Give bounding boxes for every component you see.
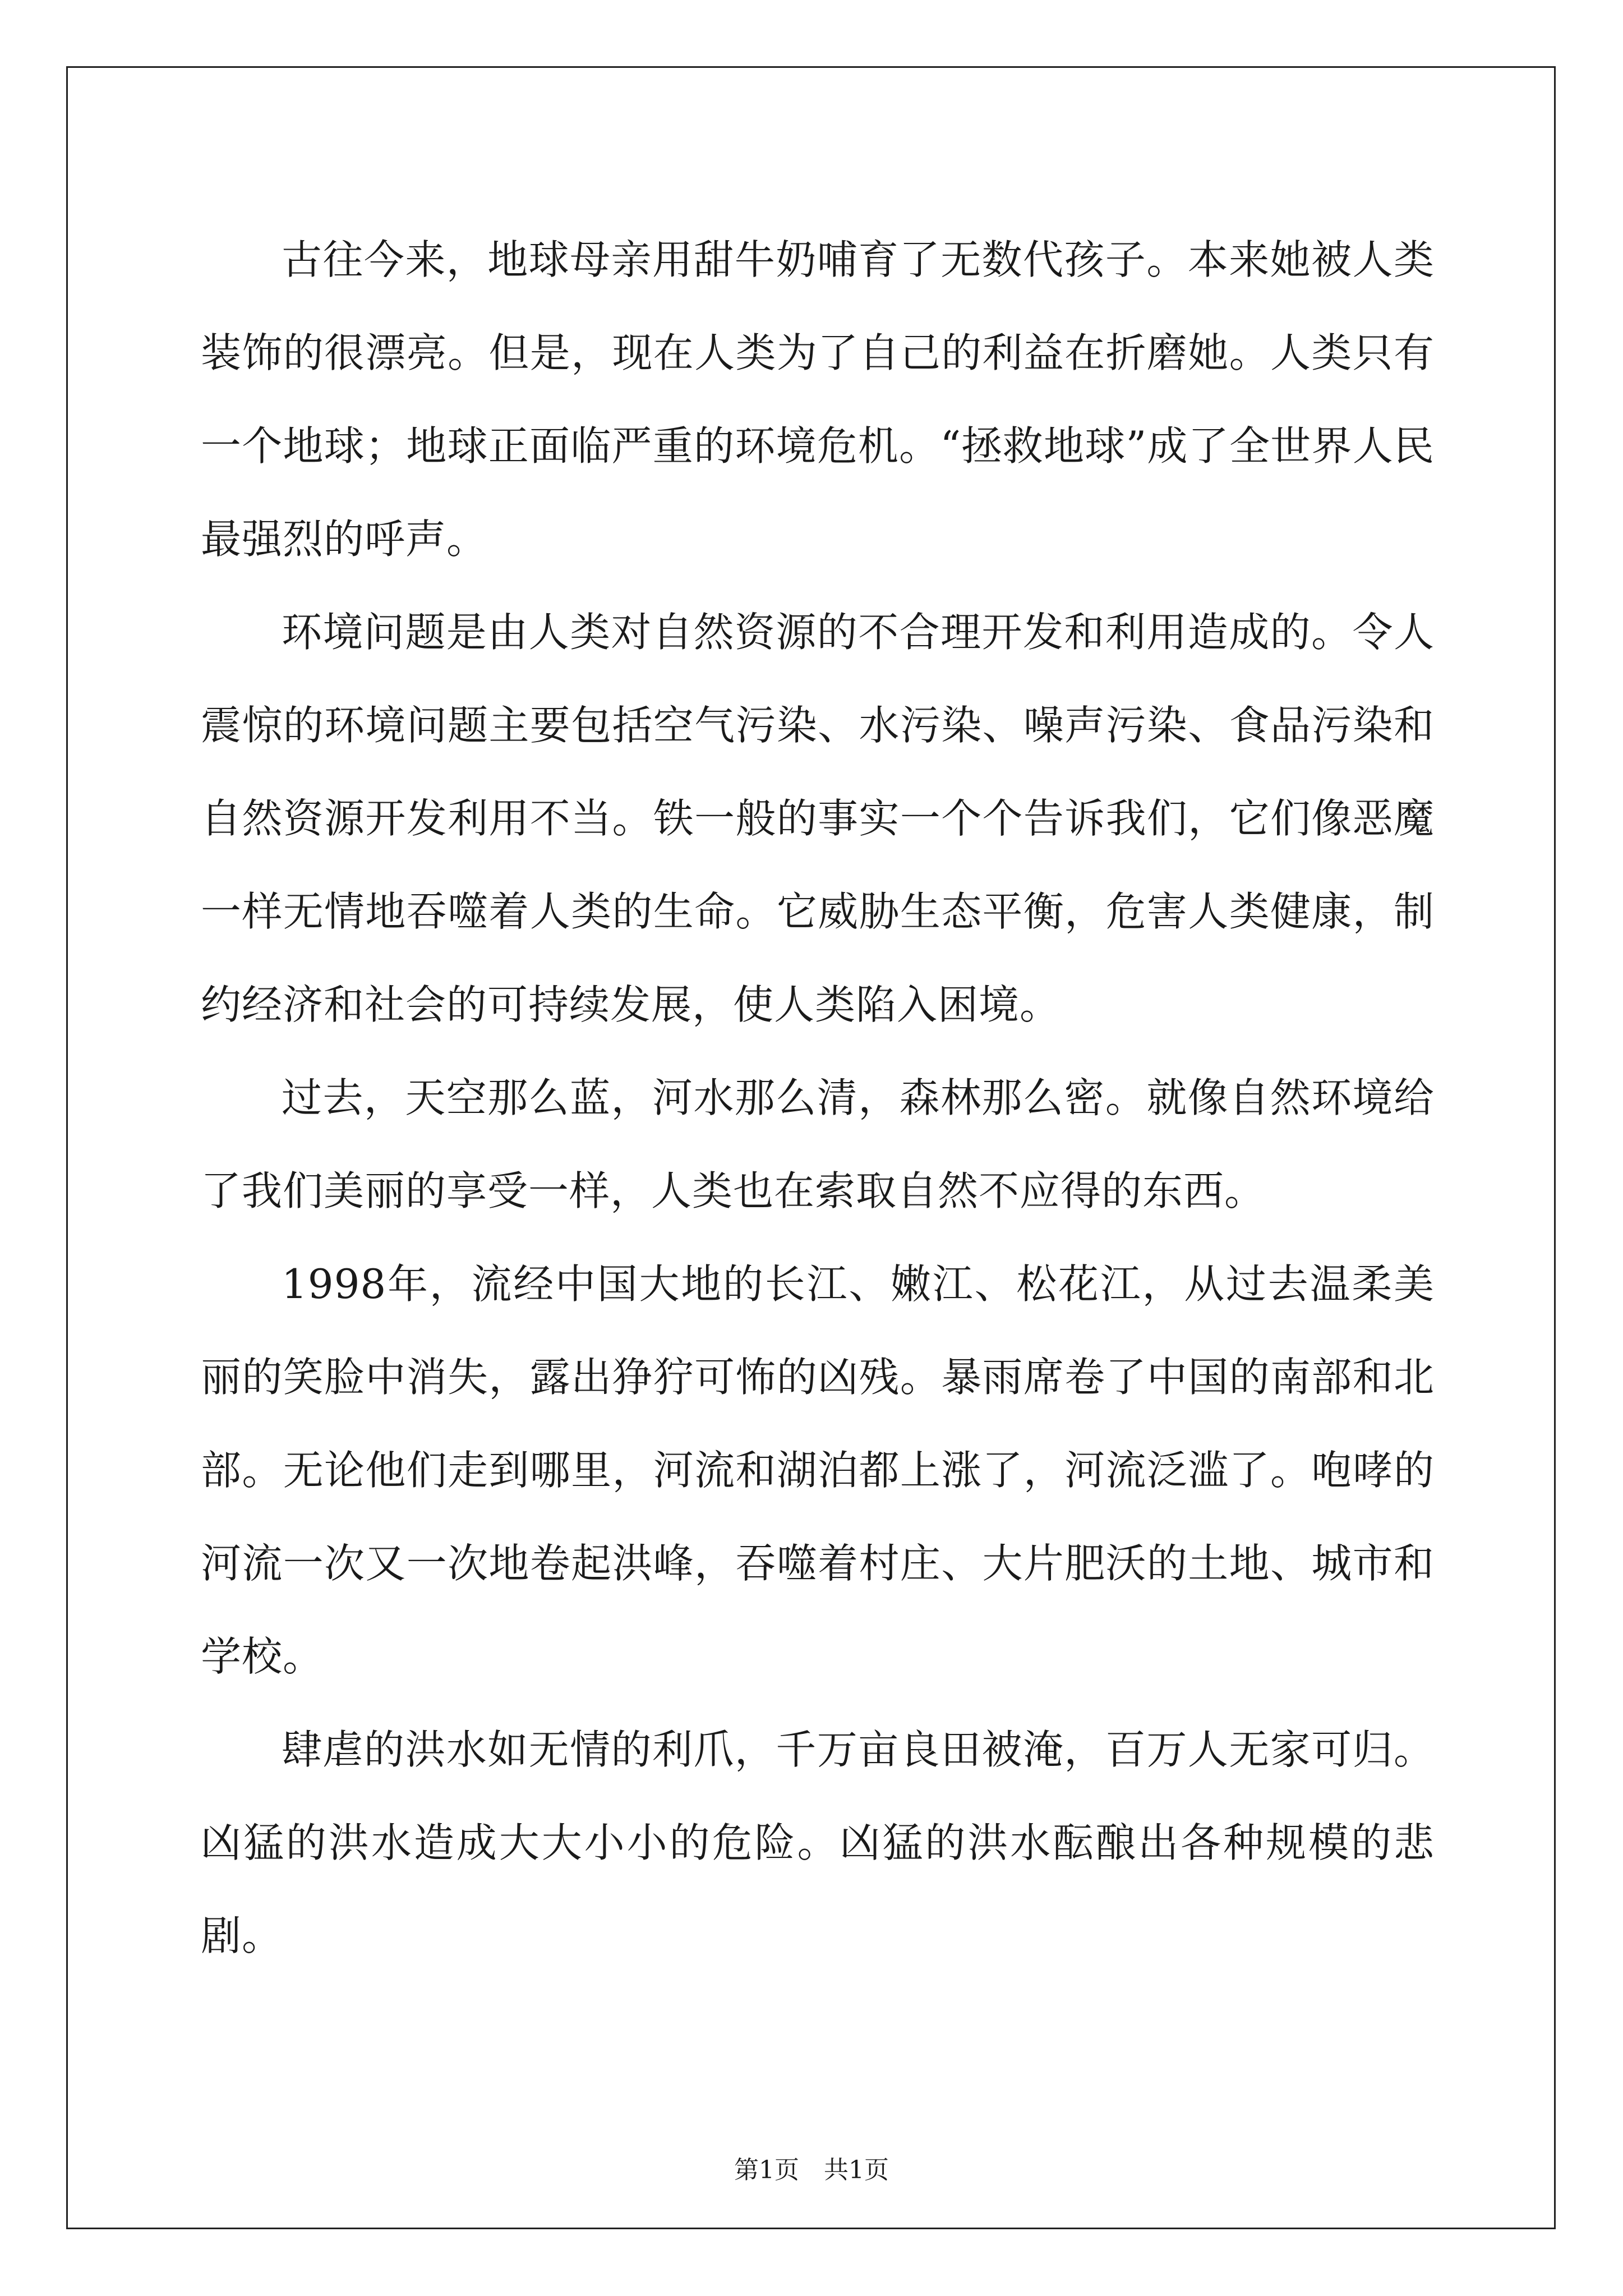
- paragraph-3: 过去，天空那么蓝，河水那么清，森林那么密。就像自然环境给了我们美丽的享受一样，人类也在索取自然不应得的东西。: [201, 1074, 1435, 1214]
- paragraph-4: 1998年，流经中国大地的长江、嫩江、松花江，从过去温柔美丽的笑脸中消失，露出狰狞可怖的凶残。暴雨席卷了中国的南部和北部。无论他们走到哪里，河流和湖泊都上涨了，河流泛滥了。咆哮的河流一次又一次地卷起洪峰，吞噬着村庄、大片肥沃的土地、城市和学校。: [201, 1260, 1435, 1680]
- page-number-footer: 第1页 共1页: [734, 2156, 889, 2184]
- paragraph-2: 环境问题是由人类对自然资源的不合理开发和利用造成的。令人震惊的环境问题主要包括空气污染、水污染、噪声污染、食品污染和自然资源开发利用不当。铁一般的事实一个个告诉我们，它们像恶魔一样无情地吞噬着人类的生命。它威胁生态平衡，危害人类健康，制约经济和社会的可持续发展，使人类陷入困境。: [201, 609, 1435, 1028]
- paragraph-1: 古往今来，地球母亲用甜牛奶哺育了无数代孩子。本来她被人类装饰的很漂亮。但是，现在人类为了自己的利益在折磨她。人类只有一个地球；地球正面临严重的环境危机。“拯救地球”成了全世界人民最强烈的呼声。: [201, 236, 1435, 563]
- document-body: [201, 213, 1435, 1982]
- paragraph-5: 肆虐的洪水如无情的利爪，千万亩良田被淹，百万人无家可归。凶猛的洪水造成大大小小的危险。凶猛的洪水酝酿出各种规模的悲剧。: [201, 1726, 1435, 1959]
